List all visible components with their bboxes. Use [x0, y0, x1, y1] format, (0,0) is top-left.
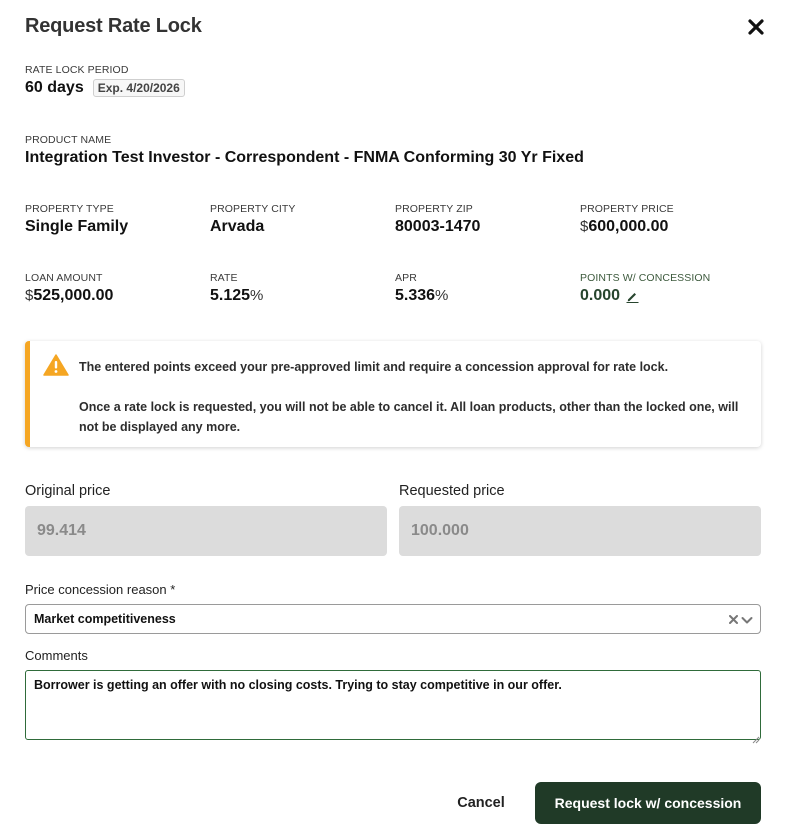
- chevron-down-icon[interactable]: [741, 614, 753, 628]
- loan-amount-value: 525,000.00: [33, 287, 114, 304]
- requested-price-label: Requested price: [399, 483, 505, 499]
- property-type: [25, 203, 210, 236]
- dialog-title: Request Rate Lock: [25, 15, 202, 37]
- resize-grip-icon[interactable]: [752, 731, 760, 749]
- original-price-input: [25, 506, 387, 556]
- concession-reason-label: Price concession reason *: [25, 582, 176, 597]
- original-price-label: Original price: [25, 483, 111, 499]
- request-lock-button[interactable]: Request lock w/ concession: [535, 782, 761, 824]
- close-button[interactable]: [745, 15, 767, 39]
- currency-symbol: $: [580, 218, 589, 235]
- rate-lock-period-value: 60 days: [25, 79, 84, 96]
- property-city-value: Arvada: [210, 218, 265, 235]
- close-icon[interactable]: [748, 19, 764, 35]
- alert-message-lock: Once a rate lock is requested, you will not be able to cancel it. All loan products, other than the locked one, will not be displayed any more.: [79, 400, 739, 434]
- property-price: [580, 203, 765, 236]
- apr: [395, 272, 580, 305]
- expiration-badge: Exp. 4/20/2026: [93, 79, 185, 97]
- property-type-label: PROPERTY TYPE: [25, 203, 114, 215]
- currency-symbol: $: [25, 287, 34, 304]
- edit-points-button[interactable]: [626, 290, 639, 303]
- product-name: [25, 134, 584, 167]
- comments-label: Comments: [25, 648, 88, 663]
- requested-price-field: [399, 483, 761, 556]
- property-city: [210, 203, 395, 236]
- rate: [210, 272, 395, 305]
- property-price-value: 600,000.00: [588, 218, 669, 235]
- property-details-row: [25, 203, 765, 236]
- property-zip-value: 80003-1470: [395, 218, 481, 235]
- clear-selection-button[interactable]: [729, 612, 738, 627]
- property-zip-label: PROPERTY ZIP: [395, 203, 473, 215]
- percent-unit: %: [250, 287, 264, 304]
- comments-textarea[interactable]: [25, 670, 761, 740]
- loan-amount: [25, 272, 210, 305]
- concession-warning-alert: [25, 341, 761, 447]
- close-icon[interactable]: [729, 615, 738, 624]
- concession-reason-selected: Market competitiveness: [34, 612, 176, 626]
- warning-icon: [43, 354, 69, 381]
- alert-message-points: The entered points exceed your pre-approved limit and require a concession approval for rate lock.: [79, 360, 669, 374]
- property-city-label: PROPERTY CITY: [210, 203, 296, 215]
- percent-unit: %: [435, 287, 449, 304]
- requested-price-input: [399, 506, 761, 556]
- apr-label: APR: [395, 272, 417, 284]
- property-zip: [395, 203, 580, 236]
- property-price-label: PROPERTY PRICE: [580, 203, 674, 215]
- loan-amount-label: LOAN AMOUNT: [25, 272, 103, 284]
- rate-value: 5.125: [210, 287, 251, 304]
- points-label: POINTS W/ CONCESSION: [580, 272, 711, 284]
- concession-reason-select[interactable]: [25, 604, 761, 634]
- points-value: 0.000: [580, 287, 621, 304]
- apr-value: 5.336: [395, 287, 436, 304]
- rate-label: RATE: [210, 272, 238, 284]
- original-price-field: [25, 483, 387, 556]
- property-type-value: Single Family: [25, 218, 129, 235]
- cancel-button[interactable]: Cancel: [444, 782, 518, 824]
- rate-lock-period: [25, 64, 185, 97]
- pencil-icon[interactable]: [626, 290, 639, 303]
- product-name-value: Integration Test Investor - Correspondent - FNMA Conforming 30 Yr Fixed: [25, 149, 584, 166]
- points-with-concession: [580, 272, 765, 305]
- loan-details-row: [25, 272, 765, 305]
- product-name-label: PRODUCT NAME: [25, 134, 112, 146]
- rate-lock-period-label: RATE LOCK PERIOD: [25, 64, 129, 76]
